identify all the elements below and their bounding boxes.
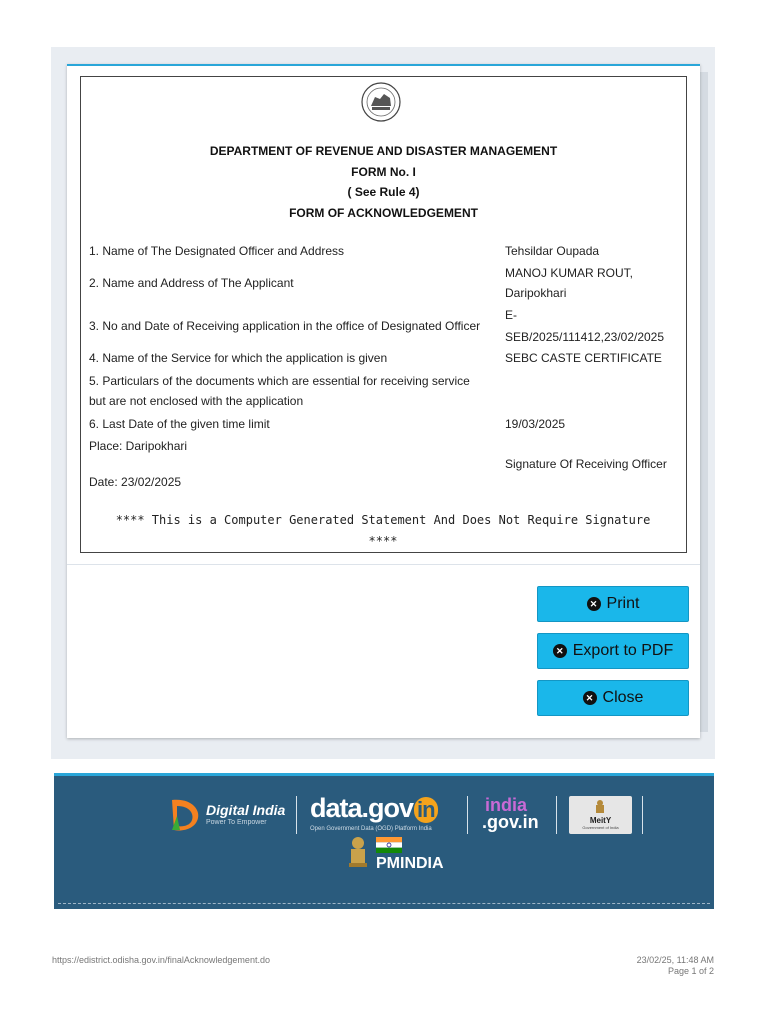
divider — [67, 564, 700, 565]
separator — [642, 796, 643, 834]
signature-label: Signature Of Receiving Officer — [505, 457, 667, 471]
row-2-value-line1: MANOJ KUMAR ROUT, — [505, 266, 634, 280]
rule-reference: ( See Rule 4) — [347, 185, 420, 199]
ashoka-emblem-icon — [593, 799, 607, 815]
separator — [556, 796, 557, 834]
page-number: Page 1 of 2 — [667, 966, 714, 976]
row-3-value-line2: SEB/2025/111412,23/02/2025 — [505, 330, 665, 344]
indiagov-top-text: india — [485, 795, 528, 815]
footer-dashed-line — [58, 903, 710, 904]
form-number: FORM No. I — [351, 165, 416, 179]
form-title: FORM OF ACKNOWLEDGEMENT — [289, 206, 478, 220]
datagov-tagline: Open Government Data (OGD) Platform India — [310, 826, 432, 832]
odisha-emblem-icon — [360, 81, 402, 123]
print-button-label: Print — [606, 595, 640, 612]
row-3-value-line1: E- — [505, 308, 517, 322]
meity-text: MeitY — [589, 816, 612, 825]
datagov-text: data.gov — [310, 793, 414, 823]
export-button-label: Export to PDF — [572, 642, 674, 659]
row-2-label: 2. Name and Address of The Applicant — [89, 276, 294, 290]
row-1-label: 1. Name of The Designated Officer and Address — [89, 244, 345, 258]
indiagov-bottom-text: .gov.in — [482, 812, 539, 832]
meity-subtext: Government of India — [582, 825, 619, 830]
row-1-value: Tehsildar Oupada — [505, 244, 600, 258]
digital-india-tagline: Power To Empower — [206, 819, 267, 826]
close-button-label: Close — [602, 689, 644, 706]
digital-india-text: Digital India — [206, 802, 286, 818]
close-button[interactable] — [537, 680, 689, 716]
separator — [296, 796, 297, 834]
date-text: Date: 23/02/2025 — [89, 475, 182, 489]
computer-generated-note — [82, 510, 684, 552]
datagov-in-badge: in — [414, 797, 438, 823]
row-4-label: 4. Name of the Service for which the application is given — [89, 351, 388, 365]
pmindia-text: PMINDIA — [376, 855, 444, 872]
department-title: DEPARTMENT OF REVENUE AND DISASTER MANAGEMENT — [209, 144, 558, 158]
row-6-label: 6. Last Date of the given time limit — [89, 417, 270, 431]
separator — [467, 796, 468, 834]
export-pdf-button[interactable] — [537, 633, 689, 669]
close-circle-icon: ✕ — [587, 597, 601, 611]
print-meta — [637, 955, 714, 977]
row-6-value: 19/03/2025 — [505, 417, 566, 431]
row-3-label: 3. No and Date of Receiving application in the office of Designated Officer — [89, 319, 481, 333]
note-line-2: **** — [368, 534, 398, 548]
place-text: Place: Daripokhari — [89, 439, 188, 453]
print-timestamp: 23/02/25, 11:48 AM — [636, 955, 714, 965]
ashoka-emblem-icon — [347, 836, 369, 870]
digital-india-icon — [168, 796, 202, 834]
row-5-label-line1: 5. Particulars of the documents which are essential for receiving service — [89, 374, 470, 388]
meity-logo[interactable] — [569, 796, 632, 834]
print-url: https://edistrict.odisha.gov.in/finalAcknowledgement.do — [52, 955, 270, 965]
close-circle-icon: ✕ — [553, 644, 567, 658]
card-shadow — [700, 72, 708, 732]
row-2-value-line2: Daripokhari — [505, 286, 567, 300]
print-button[interactable] — [537, 586, 689, 622]
indian-flag-icon — [376, 837, 402, 853]
close-circle-icon: ✕ — [583, 691, 597, 705]
row-4-value: SEBC CASTE CERTIFICATE — [505, 351, 662, 365]
row-5-label-line2: but are not enclosed with the application — [89, 394, 304, 408]
note-line-1: **** This is a Computer Generated Statement And Does Not Require Signature — [115, 513, 651, 527]
